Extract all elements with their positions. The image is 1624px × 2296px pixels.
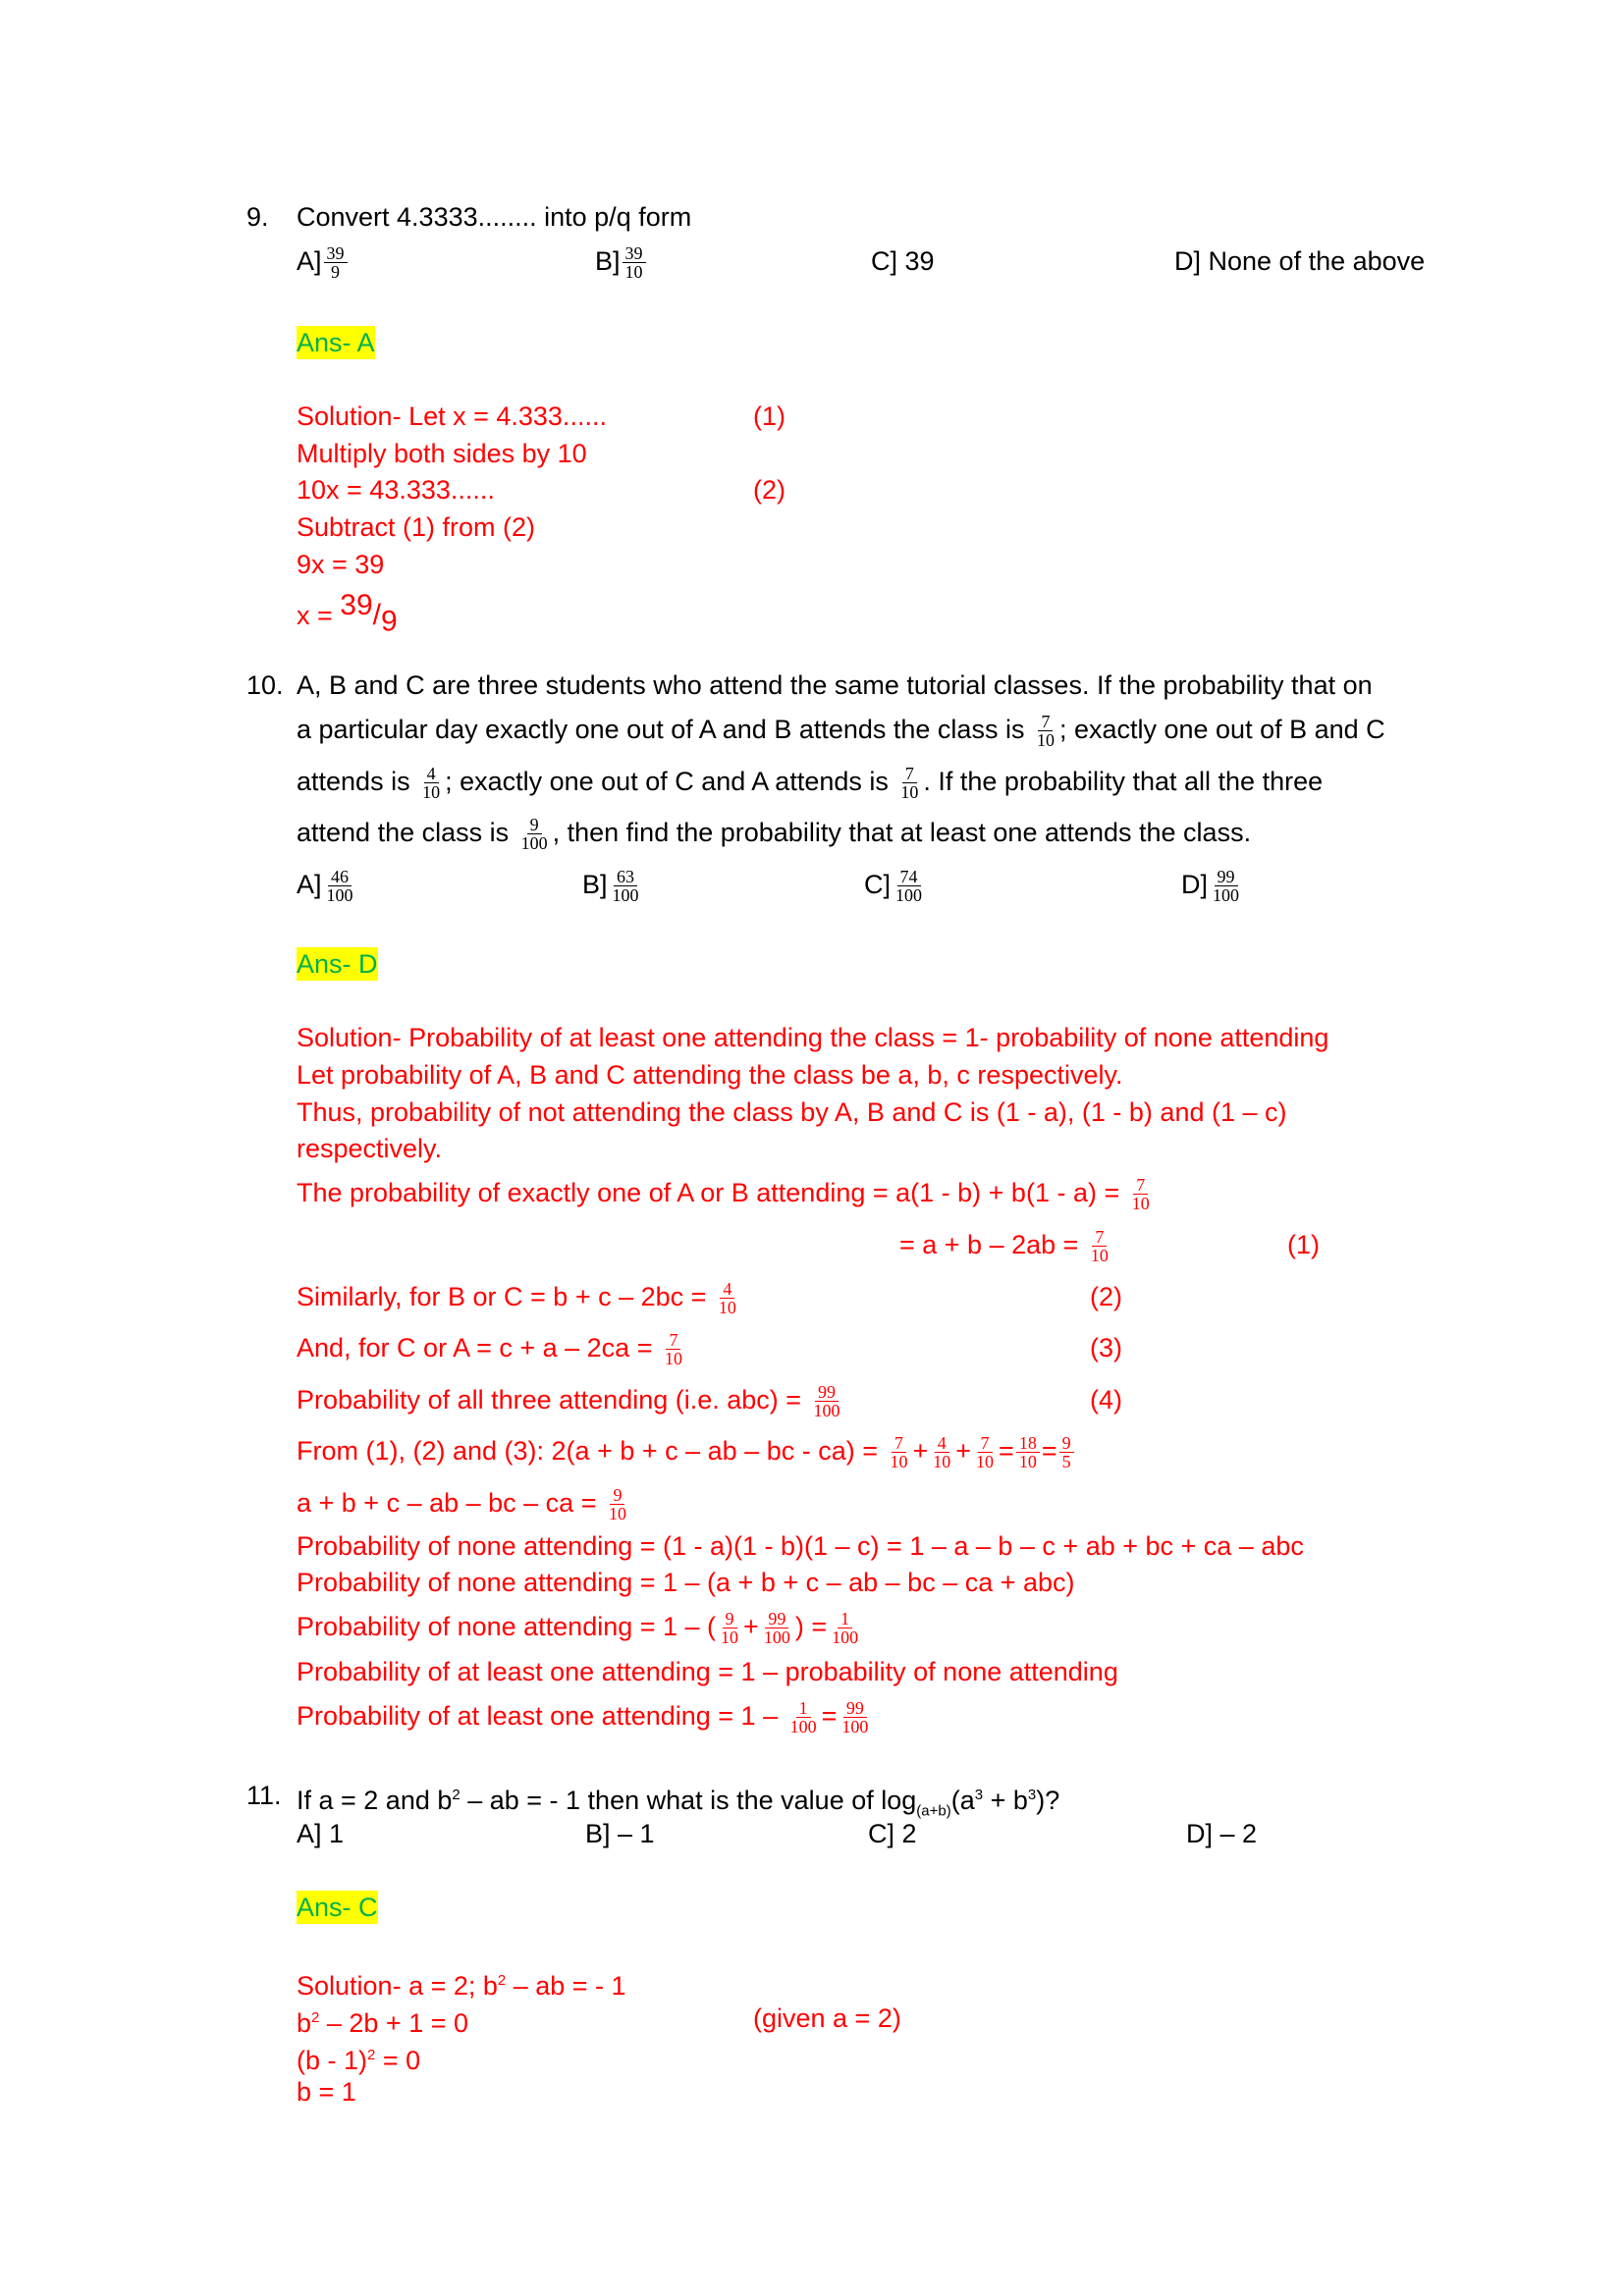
q9-answer: Ans- A [297,328,375,357]
q10-sol-line: a + b + c – ab – bc – ca = $\frac{9}{10}$ [297,1485,626,1524]
q10-sol-line: Probability of none attending = (1 - a)(1 - b)(1 – c) = 1 – a – b – c + ab + bc + ca – abc [297,1531,1304,1561]
q9-number: 9. [246,202,269,232]
q9-option-d: D] None of the above [1174,246,1426,276]
q11-answer: Ans- C [297,1893,378,1922]
q9-sol-ref: (2) [753,475,785,505]
q10-option-a: A] $\frac{46}{100}$ [297,867,353,906]
q10-answer: Ans- D [297,949,378,979]
q10-text: a particular day exactly one out of A and B attends the class is $\frac{7}{10}$ ; exactly one out of B and C [297,712,1385,751]
q9-option-c: C] 39 [871,246,935,276]
q9-option-b: B] $\frac{39}{10}$ [595,243,648,281]
q10-text: attend the class is $\frac{9}{100}$ , then find the probability that at least one attends the class. [297,815,1252,854]
q11-text: If a = 2 and $b^2$ – ab = - 1 then what is the value of $\log_{(a+b)}(a^3 + b^3)$? [297,1786,1060,1820]
q10-number: 10. [246,670,284,700]
q10-sol-line: Similarly, for B or C = b + c – 2bc = $\frac{4}{10}$ [297,1279,736,1318]
q9-text: Convert 4.3333........ into p/q form [297,202,692,232]
q11-option-d: D] – 2 [1186,1819,1258,1848]
q10-text: A, B and C are three students who attend the same tutorial classes. If the probability that on [297,670,1373,700]
q9-option-a: A] $\frac{39}{9}$ [297,243,350,281]
q10-sol-ref: (1) [1287,1230,1320,1259]
q10-sol-line: Probability of all three attending (i.e. abc) = $\frac{99}{100}$ [297,1382,840,1421]
q11-option-c: C] 2 [868,1819,917,1848]
q10-sol-line: Probability of at least one attending = 1 – $\frac{1}{100}$ = $\frac{99}{100}$ [297,1698,869,1737]
q10-sol-line: Probability of none attending = 1 – ( $\frac{9}{10}$ + $\frac{99}{100}$ ) = $\frac{1}{100}$ [297,1609,859,1648]
q10-sol-line: Solution- Probability of at least one attending the class = 1- probability of none attending [297,1023,1329,1052]
q10-option-d: D] $\frac{99}{100}$ [1181,867,1239,906]
q9-sol-line: 10x = 43.333...... [297,475,495,505]
q9-sol-line: Multiply both sides by 10 [297,439,587,468]
q10-sol-line: Probability of at least one attending = 1 – probability of none attending [297,1657,1118,1686]
q10-sol-line: And, for C or A = c + a – 2ca = $\frac{7}{10}$ [297,1330,682,1369]
q10-text: attends is $\frac{4}{10}$ ; exactly one out of C and A attends is $\frac{7}{10}$ . If the probability that all the three [297,764,1324,803]
q11-sol-line: b = 1 [297,2077,356,2107]
q10-sol-ref: (2) [1090,1282,1122,1311]
q10-sol-ref: (3) [1090,1333,1122,1362]
q11-number: 11. [246,1781,282,1810]
q9-sol-line: 9x = 39 [297,550,385,579]
q11-sol-line: (b - 1)$^2$ = 0 [297,2046,421,2075]
q10-sol-line: Thus, probability of not attending the class by A, B and C is (1 - a), (1 - b) and (1 – c) [297,1097,1287,1127]
q10-sol-line: Probability of none attending = 1 – (a + b + c – ab – bc – ca + abc) [297,1568,1075,1597]
q10-option-c: C] $\frac{74}{100}$ [864,867,922,906]
q10-sol-line: The probability of exactly one of A or B attending = a(1 - b) + b(1 - a) = $\frac{7}{10}$ [297,1175,1150,1214]
q11-sol-line: $b^2 - 2b + 1 = 0$ [297,2008,468,2038]
q9-sol-line: Subtract (1) from (2) [297,512,536,542]
q10-sol-line: = a + b – 2ab = $\frac{7}{10}$ [899,1227,1109,1266]
q11-option-a: A] 1 [297,1819,345,1848]
q10-sol-line: respectively. [297,1134,443,1163]
q10-sol-line: From (1), (2) and (3): 2(a + b + c – ab – bc - ca) = $\frac{7}{10}$ + $\frac{4}{10}$ + $\frac{7}{10}$ = $\frac{18}{10}$ = $\frac{9}{5}$ [297,1433,1076,1470]
q9-sol-line: $x = ^{39}/_9$ [297,589,398,638]
q9-sol-line: Solution- Let x = 4.333...... [297,401,607,431]
q9-sol-ref: (1) [753,401,785,431]
q11-sol-note: (given a = 2) [753,2003,901,2033]
q11-sol-line: Solution- a = 2; $b^2$ – ab = - 1 [297,1971,626,2001]
q10-option-b: B] $\frac{63}{100}$ [582,867,639,906]
q11-option-b: B] – 1 [585,1819,655,1848]
q10-sol-line: Let probability of A, B and C attending the class be a, b, c respectively. [297,1060,1123,1090]
q10-sol-ref: (4) [1090,1385,1122,1415]
